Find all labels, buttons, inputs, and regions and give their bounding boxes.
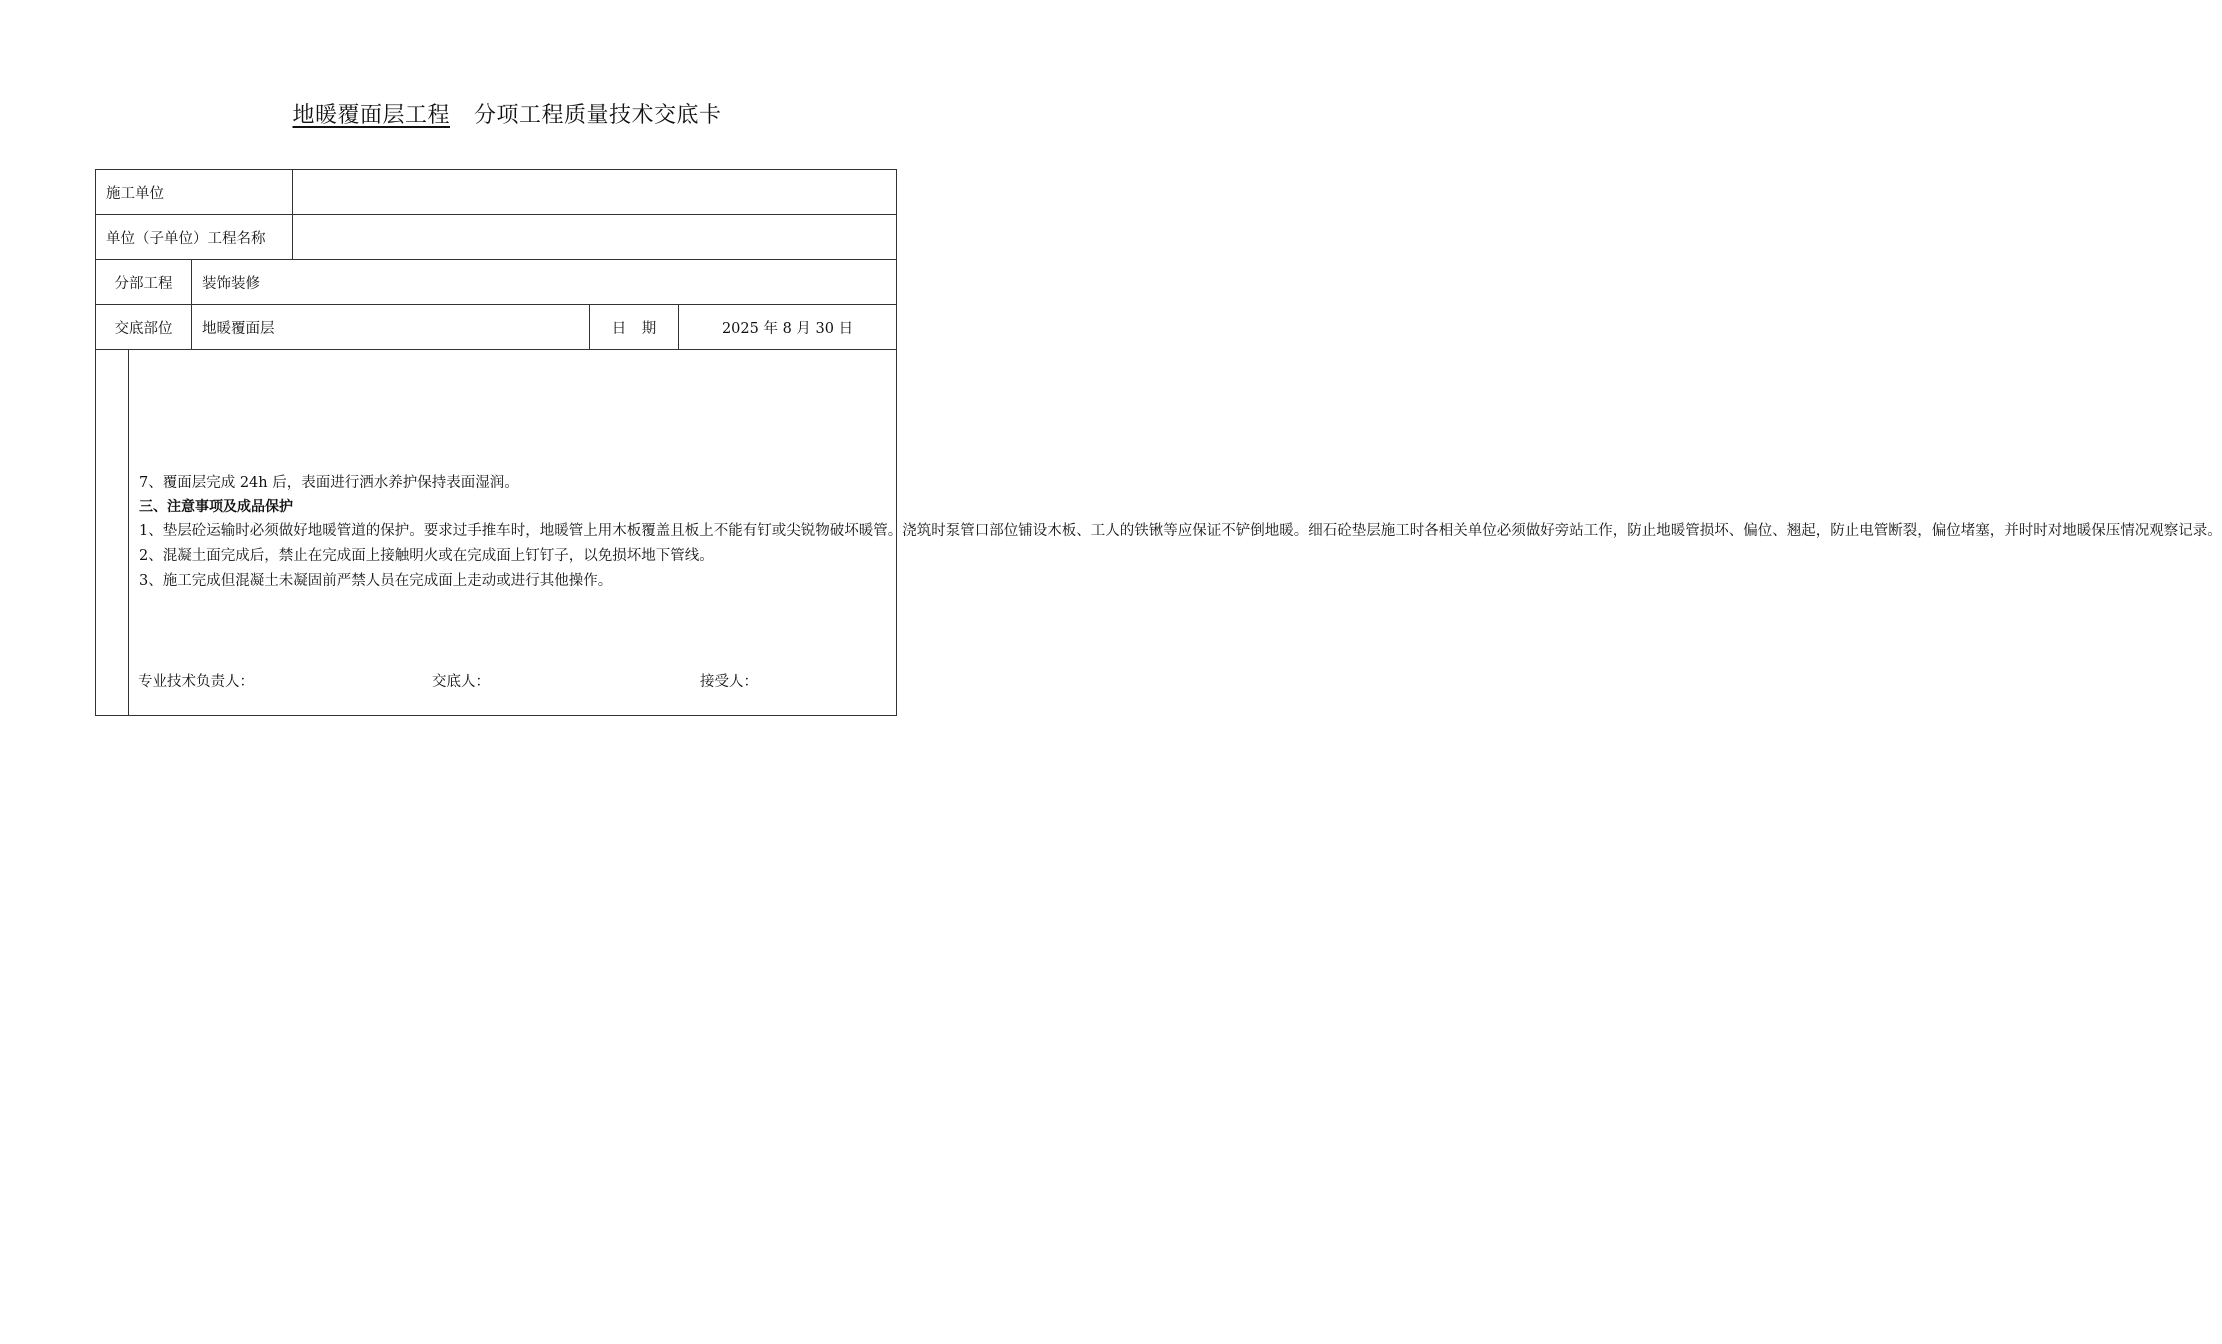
division-label: 分部工程	[96, 260, 192, 305]
division-value[interactable]: 装饰装修	[192, 260, 897, 305]
unit-project-label: 单位（子单位）工程名称	[96, 215, 293, 260]
unit-project-value[interactable]	[293, 215, 897, 260]
discloser-signature-label: 交底人：	[432, 674, 490, 690]
construction-unit-value[interactable]	[293, 170, 897, 215]
item-7-text: 7、覆面层完成 24h 后，表面进行洒水养护保持表面湿润。	[139, 475, 519, 491]
signature-line	[138, 670, 886, 694]
row-location-date	[96, 305, 897, 350]
receiver-signature-label: 接受人：	[700, 674, 758, 690]
location-value[interactable]: 地暖覆面层	[192, 305, 590, 350]
location-label: 交底部位	[96, 305, 192, 350]
content-margin-cell	[96, 350, 129, 716]
project-name: 地暖覆面层工程	[292, 103, 450, 128]
construction-unit-label: 施工单位	[96, 170, 293, 215]
paragraph-2: 2、混凝土面完成后，禁止在完成面上接触明火或在完成面上钉钉子，以免损坏地下管线。	[139, 548, 714, 564]
section-3-heading: 三、注意事项及成品保护	[139, 499, 293, 515]
row-division	[96, 260, 897, 305]
row-unit-project	[96, 215, 897, 260]
page-title	[0, 98, 990, 129]
disclosure-content	[129, 350, 2222, 716]
paragraph-1: 1、垫层砼运输时必须做好地暖管道的保护。要求过手推车时，地暖管上用木板覆盖且板上不能有钉或尖锐物破坏暖管。浇筑时泵管口部位铺设木板、工人的铁锹等应保证不铲倒地暖。细石砼垫层施工时各相关单位必须做好旁站工作，防止地暖管损坏、偏位、翘起，防止电管断裂，偏位堵塞，并时时对地暖保压情况观察记录。	[139, 523, 2222, 539]
date-value[interactable]: 2025 年 8 月 30 日	[679, 305, 897, 350]
date-label	[590, 305, 679, 350]
row-content	[96, 350, 897, 716]
date-label-char-1: 日	[611, 320, 627, 337]
row-construction-unit	[96, 170, 897, 215]
date-label-char-2: 期	[641, 320, 657, 337]
disclosure-card-table	[95, 169, 2222, 716]
tech-lead-signature-label: 专业技术负责人：	[138, 674, 254, 690]
title-suffix: 分项工程质量技术交底卡	[474, 103, 722, 128]
paragraph-3: 3、施工完成但混凝土未凝固前严禁人员在完成面上走动或进行其他操作。	[139, 573, 613, 589]
